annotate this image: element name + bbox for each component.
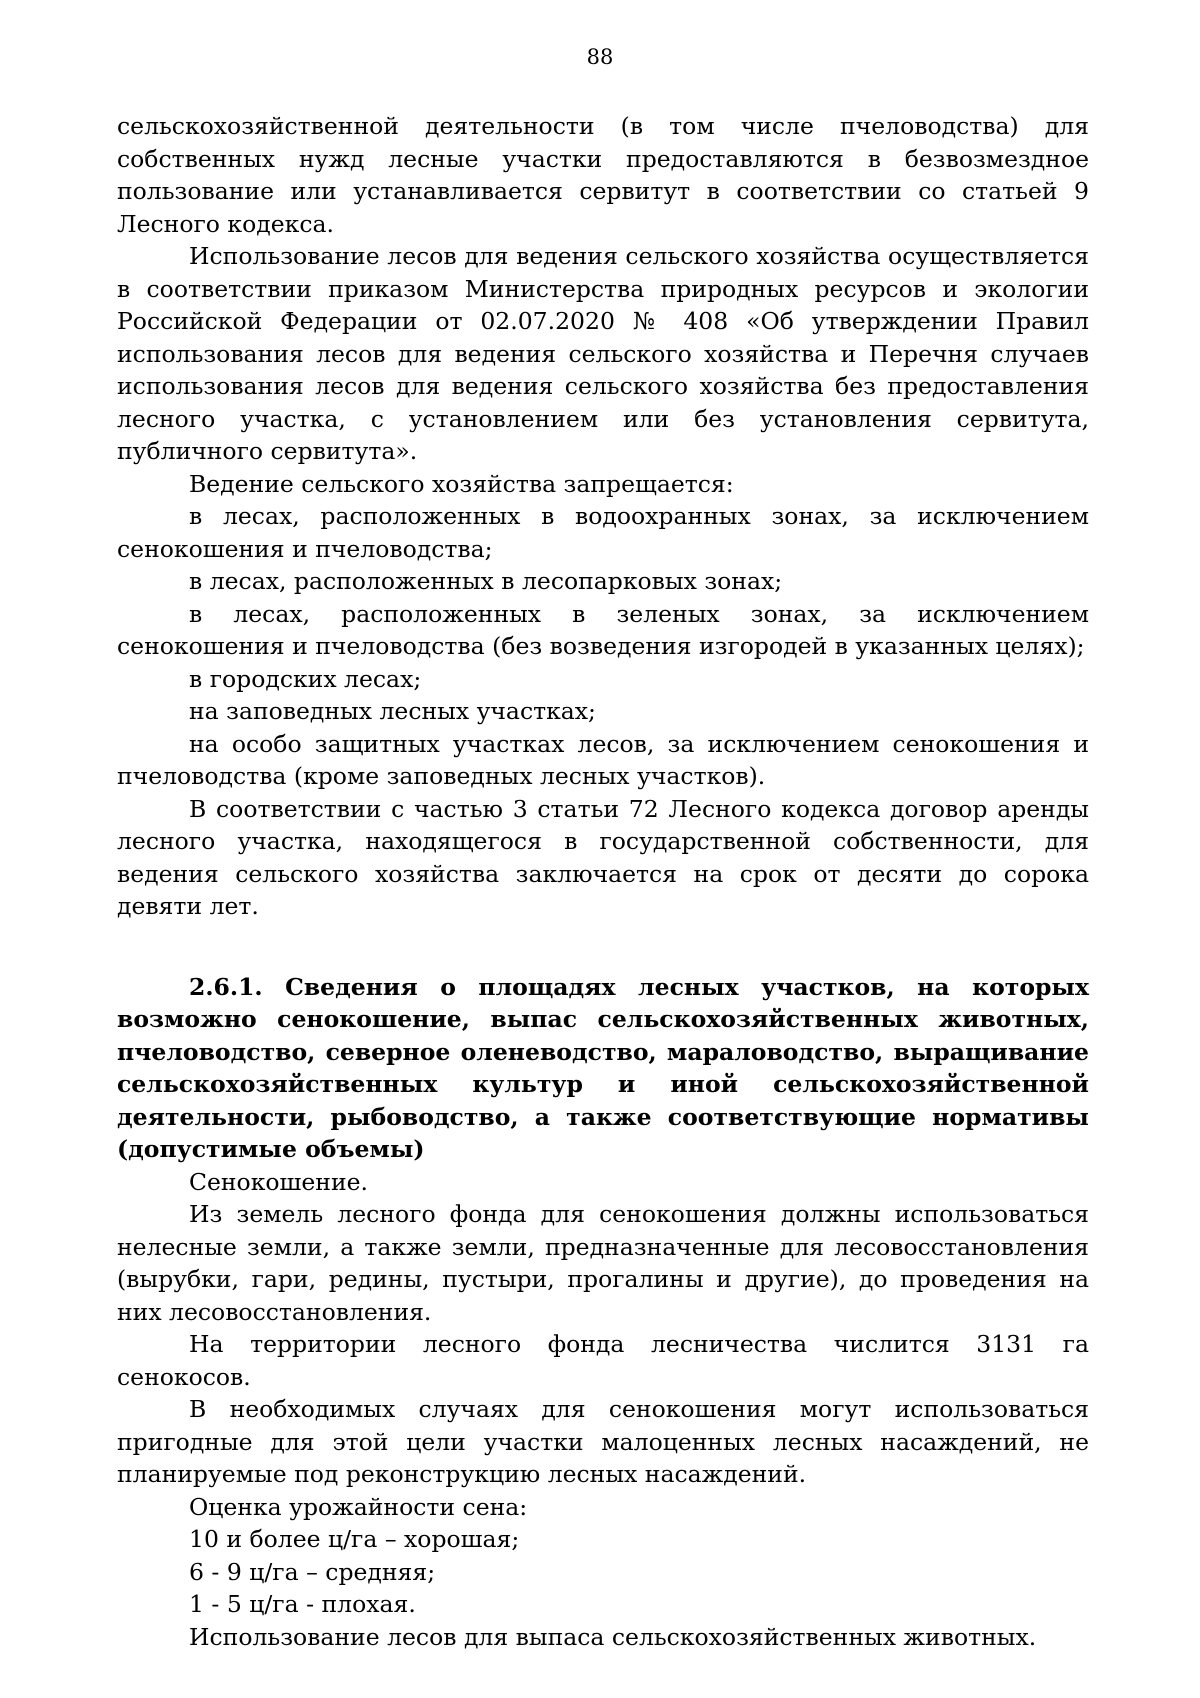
- list-item-protective-plots: на особо защитных участках лесов, за исключением сенокошения и пчеловодства (кроме заповедных лесных участков).: [117, 729, 1089, 790]
- section-heading: 2.6.1. Сведения о площадях лесных участков, на которых возможно сенокошение, выпас сельскохозяйственных животных, пчеловодство, северное оленеводство, мараловодство, выращивание сельскохозяйственных культур и иной сельскохозяйственной деятельности, рыбоводство, а также соответствующие нормативы (допустимые объемы): [117, 972, 1089, 1163]
- paragraph-low-value-plots: В необходимых случаях для сенокошения могут использоваться пригодные для этой цели участки малоценных лесных насаждений, не планируемые под реконструкцию лесных насаждений.: [117, 1395, 1089, 1488]
- document-body: [117, 110, 1089, 1653]
- list-item-forest-park: в лесах, расположенных в лесопарковых зонах;: [189, 567, 783, 595]
- list-item-water-protection: в лесах, расположенных в водоохранных зонах, за исключением сенокошения и пчеловодства;: [117, 502, 1089, 563]
- list-item-green-zones: в лесах, расположенных в зеленых зонах, за исключением сенокошения и пчеловодства (без возведения изгородей в указанных целях);: [117, 599, 1089, 660]
- page-number: 88: [586, 45, 614, 69]
- paragraph-agriculture-order: Использование лесов для ведения сельского хозяйства осуществляется в соответствии приказом Министерства природных ресурсов и экологии Российской Федерации от 02.07.2020 № 408 «Об утверждении Правил использования лесов для ведения сельского хозяйства и Перечня случаев использования лесов для ведения сельского хозяйства без предоставления лесного участка, с установлением или без установления сервитута, публичного сервитута».: [117, 242, 1089, 465]
- paragraph-prohibition-intro: Ведение сельского хозяйства запрещается:: [189, 469, 734, 498]
- section-spacer: [117, 923, 1089, 971]
- paragraph-haymaking-lands: Из земель лесного фонда для сенокошения должны использоваться нелесные земли, а также земли, предназначенные для лесовосстановления (вырубки, гари, редины, пустыри, прогалины и другие), до проведения на них лесовосстановления.: [117, 1200, 1089, 1326]
- list-item-urban-forests: в городских лесах;: [189, 664, 422, 693]
- list-item-yield-good: 10 и более ц/га – хорошая;: [189, 1525, 520, 1553]
- list-item-reserved-plots: на заповедных лесных участках;: [189, 697, 596, 725]
- paragraph-lease-term: В соответствии с частью 3 статьи 72 Лесного кодекса договор аренды лесного участка, находящегося в государственной собственности, для ведения сельского хозяйства заключается на срок от десяти до сорока девяти лет.: [117, 794, 1089, 920]
- list-item-yield-medium: 6 - 9 ц/га – средняя;: [189, 1557, 436, 1586]
- list-item-yield-poor: 1 - 5 ц/га - плохая.: [189, 1590, 416, 1618]
- paragraph-haymaking-title: Сенокошение.: [189, 1167, 368, 1196]
- paragraph-hayfield-area: На территории лесного фонда лесничества числится 3131 га сенокосов.: [117, 1330, 1089, 1391]
- paragraph-grazing: Использование лесов для выпаса сельскохозяйственных животных.: [189, 1622, 1037, 1651]
- paragraph-yield-assessment: Оценка урожайности сена:: [189, 1492, 528, 1521]
- paragraph-continuation: сельскохозяйственной деятельности (в том числе пчеловодства) для собственных нужд лесные участки предоставляются в безвозмездное пользование или устанавливается сервитут в соответствии со статьей 9 Лесного кодекса.: [117, 112, 1089, 238]
